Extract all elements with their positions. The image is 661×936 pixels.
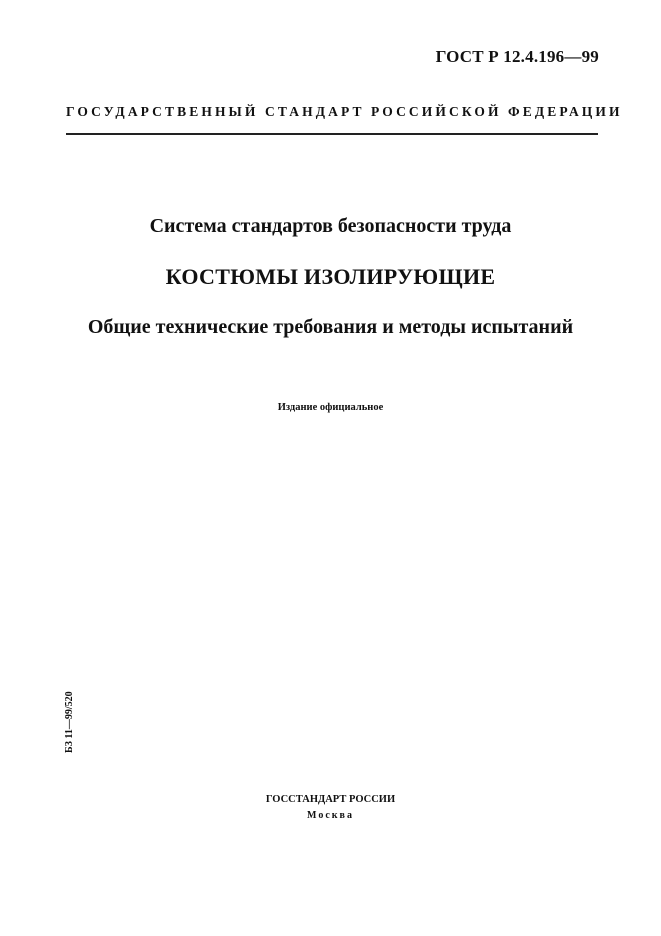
series-title: Система стандартов безопасности труда: [149, 215, 512, 237]
agency-header: ГОСУДАРСТВЕННЫЙ СТАНДАРТ РОССИЙСКОЙ ФЕДЕРАЦИИ: [66, 104, 623, 119]
header-divider: [66, 133, 598, 135]
edition-note: Издание официальное: [277, 402, 384, 413]
standard-code: ГОСТ Р 12.4.196—99: [435, 47, 599, 66]
publication-city: Москва: [307, 810, 354, 821]
side-code: БЗ 11—99/520: [64, 691, 75, 753]
publisher-name: ГОССТАНДАРТ РОССИИ: [265, 794, 396, 805]
main-title: КОСТЮМЫ ИЗОЛИРУЮЩИЕ: [165, 264, 496, 289]
document-subtitle: Общие технические требования и методы испытаний: [87, 316, 574, 338]
